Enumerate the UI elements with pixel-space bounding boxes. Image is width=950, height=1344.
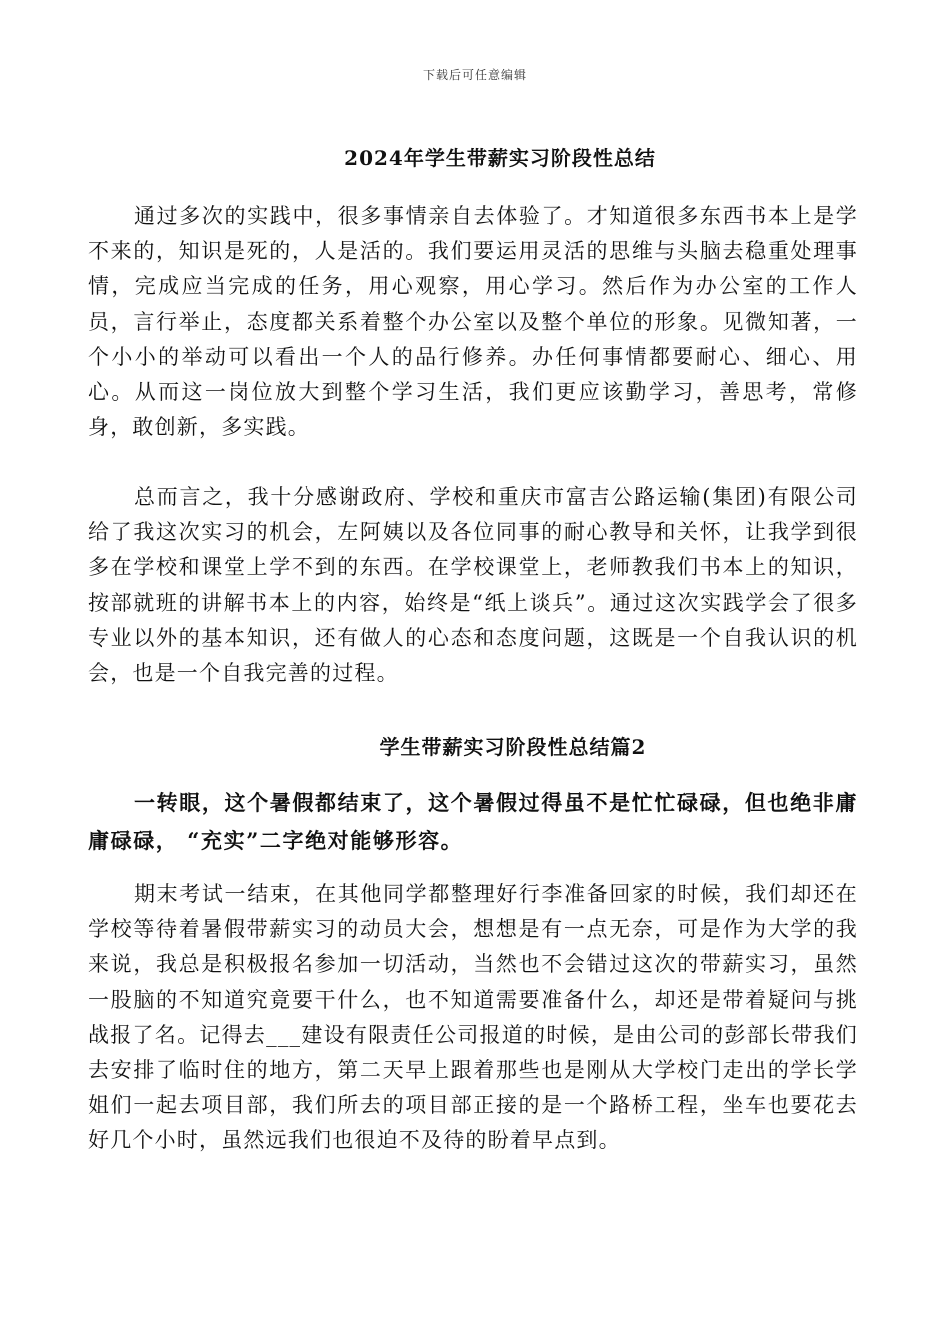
header-note: 下载后可任意编辑 xyxy=(422,68,527,82)
document-title: 2024年学生带薪实习阶段性总结 xyxy=(344,146,656,170)
section-2-lead-paragraph: 一转眼，这个暑假都结束了，这个暑假过得虽不是忙忙碌碌，但也绝非庸庸碌碌， “充实”二字绝对能够形容。 xyxy=(88,790,858,853)
body-paragraph-2: 总而言之，我十分感谢政府、学校和重庆市富吉公路运输(集团)有限公司给了我这次实习的机会，左阿姨以及各位同事的耐心教导和关怀，让我学到很多在学校和课堂上学不到的东西。在学校课堂上，老师教我们书本上的知识，按部就班的讲解书本上的内容，始终是“纸上谈兵”。通过这次实践学会了很多专业以外的基本知识，还有做人的心态和态度问题，这既是一个自我认识的机会，也是一个自我完善的过程。 xyxy=(88,485,858,686)
section-2-body-paragraph: 期末考试一结束，在其他同学都整理好行李准备回家的时候，我们却还在学校等待着暑假带薪实习的动员大会，想想是有一点无奈，可是作为大学的我来说，我总是积极报名参加一切活动，当然也不会错过这次的带薪实习，虽然一股脑的不知道究竟要干什么，也不知道需要准备什么，却还是带着疑问与挑战报了名。记得去___建设有限责任公司报道的时候，是由公司的彭部长带我们去安排了临时住的地方，第二天早上跟着那些也是刚从大学校门走出的学长学姐们一起去项目部，我们所去的项目部正接的是一个路桥工程，坐车也要花去好几个小时，虽然远我们也很迫不及待的盼着早点到。 xyxy=(88,882,858,1153)
body-paragraph-1: 通过多次的实践中，很多事情亲自去体验了。才知道很多东西书本上是学不来的，知识是死的，人是活的。我们要运用灵活的思维与头脑去稳重处理事情，完成应当完成的任务，用心观察，用心学习。然后作为办公室的工作人员，言行举止，态度都关系着整个办公室以及整个单位的形象。见微知著，一个小小的举动可以看出一个人的品行修养。办任何事情都要耐心、细心、用心。从而这一岗位放大到整个学习生活，我们更应该勤学习，善思考，常修身，敢创新，多实践。 xyxy=(88,204,858,440)
section-2-title: 学生带薪实习阶段性总结篇2 xyxy=(379,735,647,759)
